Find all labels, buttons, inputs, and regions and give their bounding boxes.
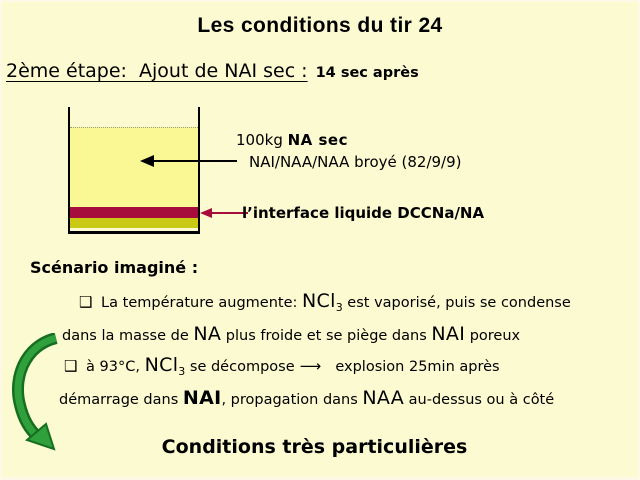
step-heading-underlined: 2ème étape: Ajout de NAI sec : xyxy=(6,60,308,82)
label-na-mass-bold: NA sec xyxy=(287,131,348,149)
page-title: Les conditions du tir 24 xyxy=(197,14,443,37)
b1-text-2: est vaporisé, puis se condense xyxy=(342,295,571,311)
checkbox-bullet-icon: ❑ xyxy=(79,293,93,311)
bullet-temperature xyxy=(62,288,571,350)
b2-text-5: , propagation dans xyxy=(221,392,363,408)
b2-chem-naa: NAA xyxy=(362,387,405,409)
label-interface: l’interface liquide DCCNa/NA xyxy=(242,204,485,222)
b2-chem-ncl3-symbol: NCl xyxy=(144,354,179,376)
beaker-interface-band xyxy=(70,207,198,218)
beaker-container xyxy=(68,107,200,234)
label-na-mass-prefix: 100kg xyxy=(236,131,288,149)
b2-text-1: à 93°C, xyxy=(81,359,145,375)
b1-chem-nai: NAI xyxy=(431,323,466,345)
na-pointer-arrow-icon xyxy=(140,153,240,169)
b1-chem-ncl3 xyxy=(302,290,343,312)
b2-text-6: au-dessus ou à côté xyxy=(404,392,555,408)
bullet-decomposition xyxy=(59,352,554,414)
step-heading xyxy=(6,60,419,82)
b1-text-1: La température augmente: xyxy=(96,295,303,311)
beaker-bottom-layer xyxy=(70,218,198,228)
green-curved-arrow-icon xyxy=(10,333,62,451)
b2-chem-ncl3-subscript: 3 xyxy=(178,365,186,378)
b1-text-3: dans la masse de xyxy=(62,328,194,344)
implies-arrow-icon: ⟶ xyxy=(299,357,322,375)
checkbox-bullet-icon: ❑ xyxy=(64,357,78,375)
b2-chem-nai: NAI xyxy=(182,387,222,409)
b1-text-4: plus froide et se piège dans xyxy=(221,328,432,344)
b1-chem-ncl3-subscript: 3 xyxy=(335,301,343,314)
b1-chem-ncl3-symbol: NCl xyxy=(302,290,336,312)
label-mixture: NAI/NAA/NAA broyé (82/9/9) xyxy=(249,153,462,171)
conclusion-text: Conditions très particulières xyxy=(161,436,468,458)
b2-text-3: explosion 25min après xyxy=(326,359,500,375)
b1-text-5: poreux xyxy=(465,328,521,344)
label-na-mass xyxy=(236,131,348,149)
b2-text-4: démarrage dans xyxy=(59,392,183,408)
b2-text-2: se décompose xyxy=(185,359,295,375)
step-heading-suffix: 14 sec après xyxy=(315,65,419,81)
scenario-heading: Scénario imaginé : xyxy=(30,258,199,277)
b1-chem-na: NA xyxy=(193,323,222,345)
b2-chem-ncl3 xyxy=(145,354,186,376)
